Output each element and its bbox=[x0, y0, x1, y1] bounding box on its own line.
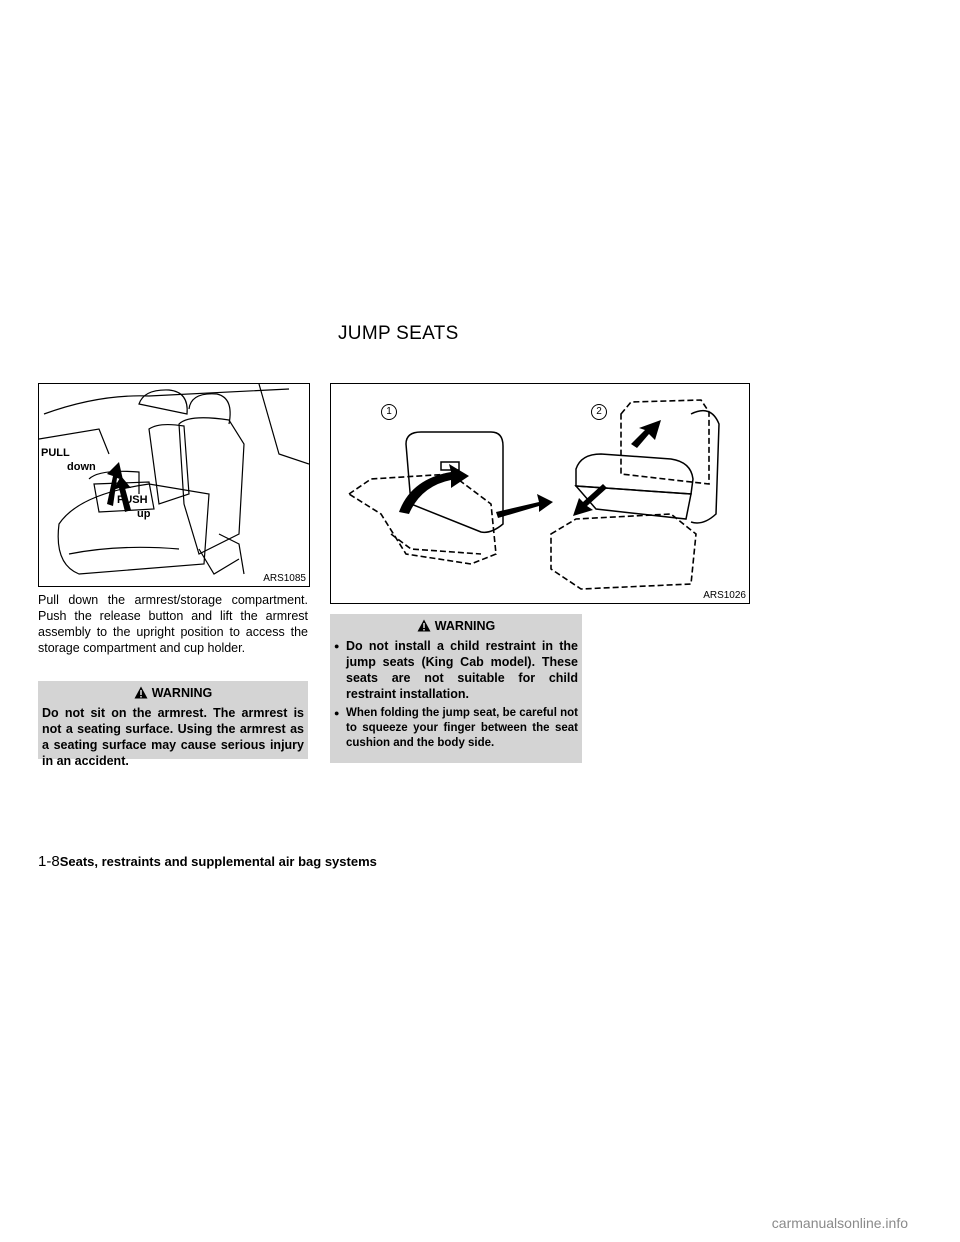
pull-label: PULL bbox=[41, 447, 70, 459]
section-title: JUMP SEATS bbox=[338, 323, 459, 344]
push-label: PUSH bbox=[117, 494, 148, 506]
up-label: up bbox=[137, 508, 151, 520]
bullet-icon: ● bbox=[334, 641, 340, 651]
warning-box-armrest bbox=[38, 681, 308, 768]
warning-triangle-icon bbox=[134, 686, 148, 699]
bullet-icon: ● bbox=[334, 708, 340, 718]
page-number: 1-8 bbox=[38, 853, 60, 870]
warning-list bbox=[334, 638, 578, 751]
warning-text: Do not sit on the armrest. The armrest is not a seating surface. Using the armrest as a seating surface may cause serious injury in an accident. bbox=[42, 706, 304, 768]
warning-heading bbox=[334, 614, 578, 638]
armrest-illustration bbox=[38, 383, 310, 587]
jump-seat-illustration bbox=[330, 383, 750, 604]
warning-heading-text: WARNING bbox=[151, 686, 213, 700]
step-2-marker: 2 bbox=[591, 404, 607, 420]
warning-heading-text: WARNING bbox=[434, 619, 496, 633]
warning-triangle-icon bbox=[417, 619, 431, 632]
warning-box-jump-seat bbox=[330, 614, 582, 763]
body-paragraph: Pull down the armrest/storage compartment. Push the release button and lift the armrest assembly to the upright position to access the storage compartment and cup holder. bbox=[38, 593, 308, 655]
figure-code: ARS1085 bbox=[263, 573, 306, 584]
page-footer bbox=[38, 853, 377, 870]
armrest-drawing bbox=[39, 384, 309, 586]
down-label: down bbox=[67, 461, 96, 473]
warning-item: ● Do not install a child restraint in the jump seats (King Cab model). These seats are not suitable for child restraint installation. bbox=[334, 639, 578, 701]
warning-item: ● When folding the jump seat, be careful not to squeeze your finger between the seat cushion and the body side. bbox=[334, 707, 578, 749]
step-1-marker: 1 bbox=[381, 404, 397, 420]
chapter-title: Seats, restraints and supplemental air bag systems bbox=[59, 854, 377, 869]
watermark: carmanualsonline.info bbox=[771, 1215, 908, 1231]
warning-heading bbox=[42, 681, 304, 705]
figure-code: ARS1026 bbox=[703, 590, 746, 601]
